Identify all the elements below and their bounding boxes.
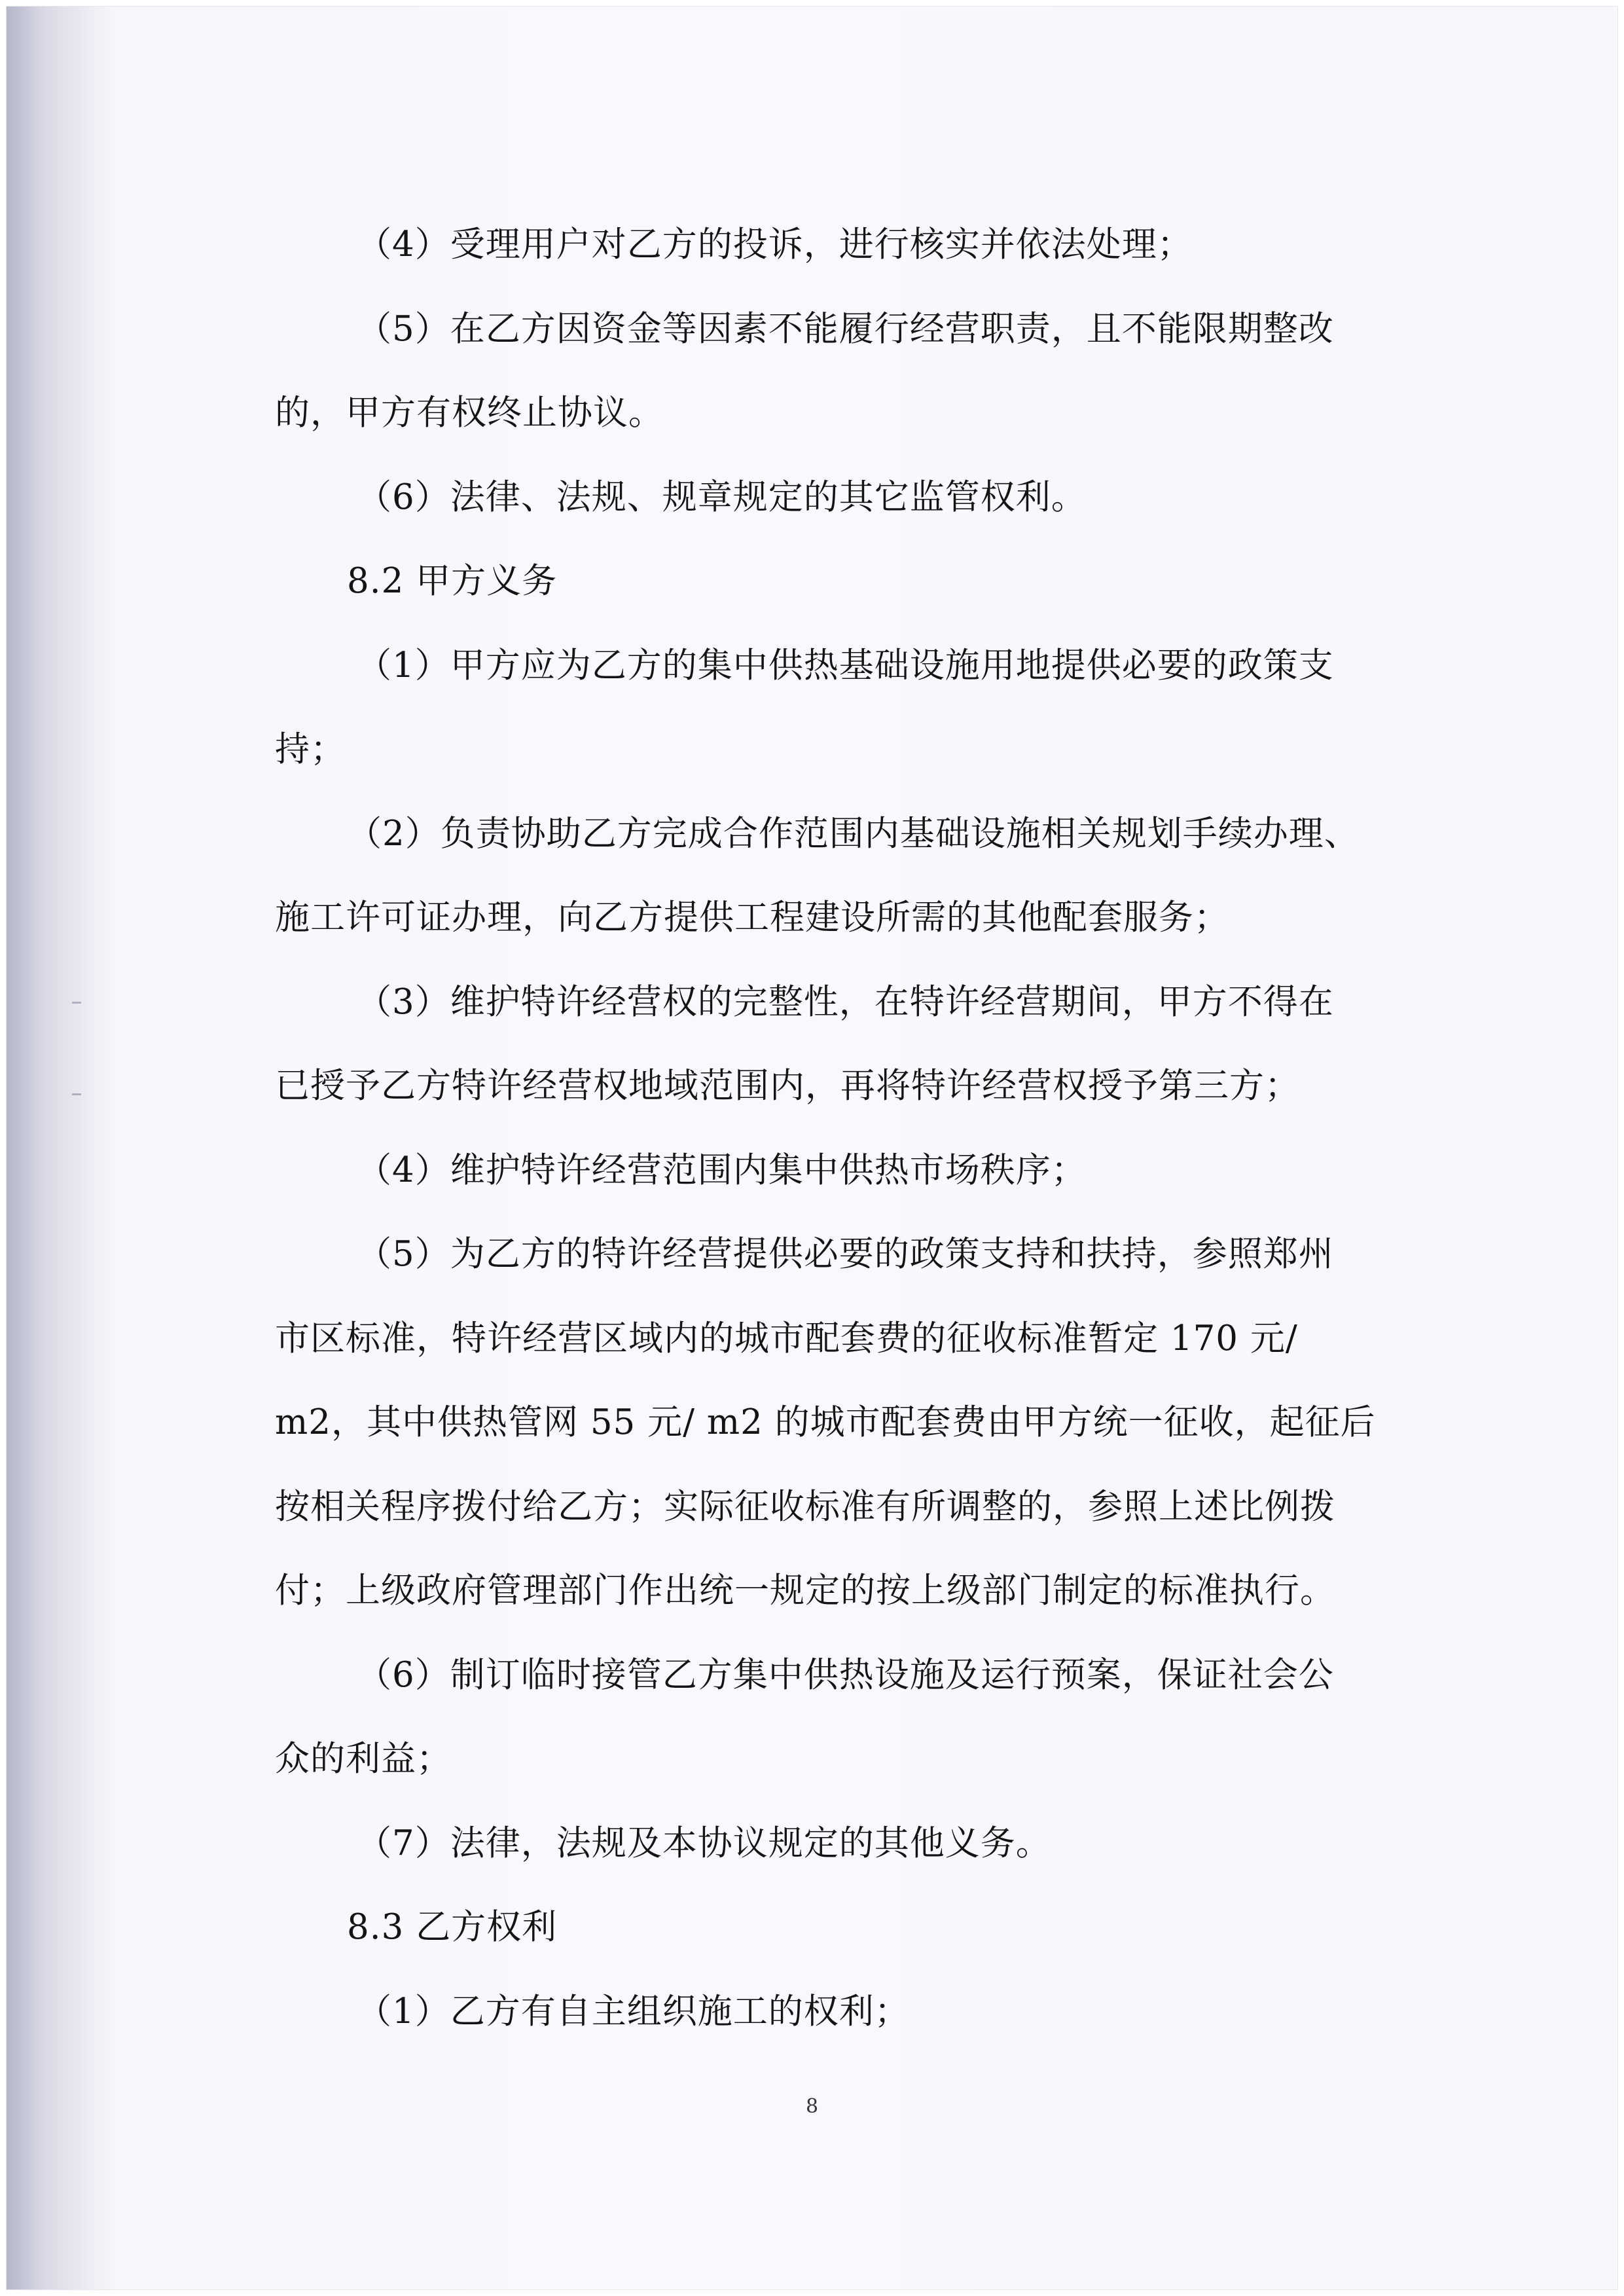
- text-line: 付；上级政府管理部门作出统一规定的按上级部门制定的标准执行。: [275, 1571, 1335, 1611]
- text-line: （6）法律、法规、规章规定的其它监管权利。: [357, 477, 1087, 517]
- text-line: （5）在乙方因资金等因素不能履行经营职责，且不能限期整改: [357, 308, 1334, 349]
- text-line: （4）维护特许经营范围内集中供热市场秩序；: [357, 1150, 1087, 1190]
- text-line: （7）法律，法规及本协议规定的其他义务。: [357, 1823, 1051, 1863]
- text-line: 已授予乙方特许经营权地域范围内，再将特许经营权授予第三方；: [275, 1066, 1300, 1106]
- text-line: 众的利益；: [275, 1739, 452, 1779]
- text-line: 持；: [275, 729, 346, 769]
- text-line: 施工许可证办理，向乙方提供工程建设所需的其他配套服务；: [275, 898, 1229, 938]
- text-line: （1）甲方应为乙方的集中供热基础设施用地提供必要的政策支: [357, 645, 1334, 685]
- binding-shadow: [7, 7, 118, 2289]
- document-body: [275, 203, 1414, 2054]
- section-heading: 8.2 甲方义务: [347, 561, 558, 601]
- text-line: 按相关程序拨付给乙方；实际征收标准有所调整的，参照上述比例拨: [275, 1486, 1335, 1527]
- text-line: （6）制订临时接管乙方集中供热设施及运行预案，保证社会公: [357, 1654, 1334, 1695]
- text-line: m2，其中供热管网 55 元/ m2 的城市配套费由甲方统一征收，起征后: [275, 1402, 1376, 1442]
- text-line: （1）乙方有自主组织施工的权利；: [357, 1991, 910, 2032]
- text-line: 市区标准，特许经营区域内的城市配套费的征收标准暂定 170 元/: [275, 1318, 1298, 1358]
- binding-mark: [72, 1093, 81, 1095]
- text-line: 的，甲方有权终止协议。: [275, 393, 664, 433]
- page-number: 8: [805, 2095, 819, 2118]
- scanned-page: [7, 7, 1617, 2289]
- text-line: （2）负责协助乙方完成合作范围内基础设施相关规划手续办理、: [347, 813, 1360, 854]
- text-line: （5）为乙方的特许经营提供必要的政策支持和扶持，参照郑州: [357, 1234, 1334, 1274]
- section-heading: 8.3 乙方权利: [347, 1907, 558, 1947]
- binding-mark: [72, 1002, 81, 1004]
- text-line: （4）受理用户对乙方的投诉，进行核实并依法处理；: [357, 225, 1193, 264]
- text-line: （3）维护特许经营权的完整性，在特许经营期间，甲方不得在: [357, 981, 1334, 1022]
